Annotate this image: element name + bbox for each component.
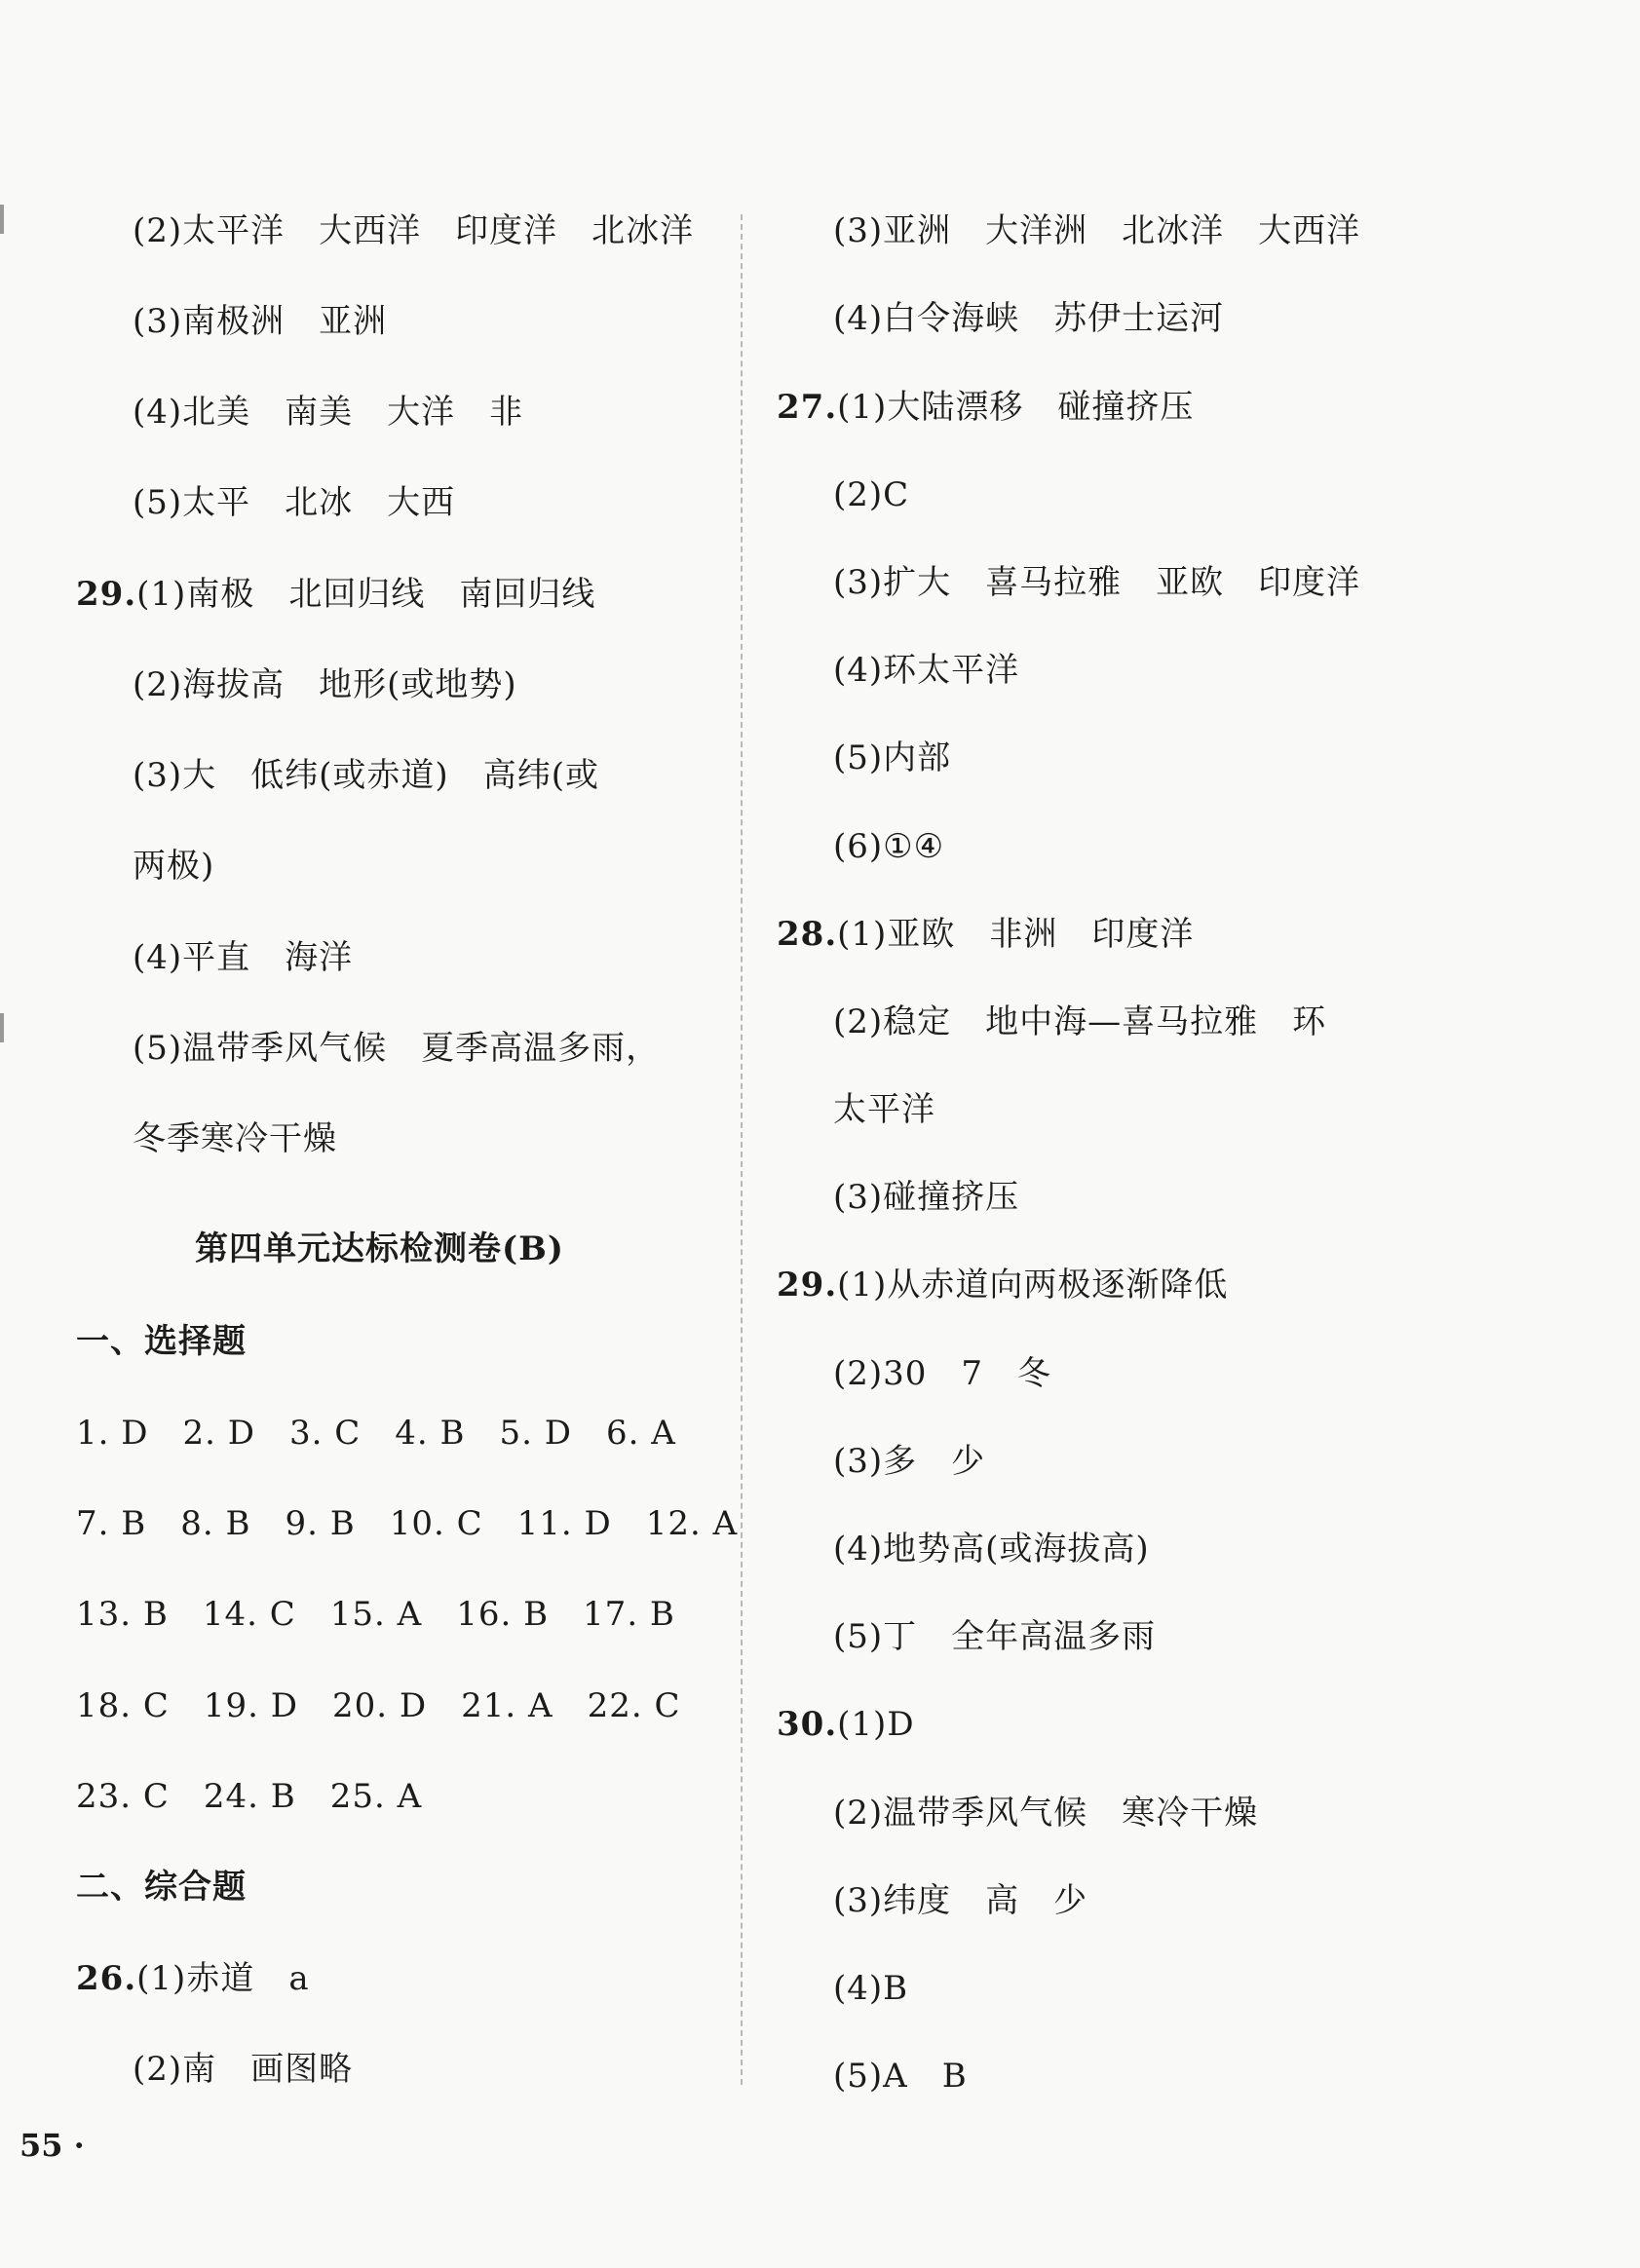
answer-text: (5)A B bbox=[833, 2057, 968, 2096]
question-line bbox=[777, 388, 1194, 427]
answer-line bbox=[833, 299, 1224, 338]
answer-text: (2)海拔高 地形(或地势) bbox=[133, 665, 517, 704]
answer-text: (1)D bbox=[837, 1705, 915, 1744]
answer-text: (1)大陆漂移 碰撞挤压 bbox=[837, 388, 1195, 427]
answer-line bbox=[833, 1178, 1019, 1217]
answer-text: 1. D 2. D 3. C 4. B 5. D 6. A bbox=[76, 1414, 676, 1453]
answer-line bbox=[833, 1090, 935, 1129]
answer-line bbox=[76, 1595, 675, 1634]
answer-text: (1)从赤道向两极逐渐降低 bbox=[837, 1266, 1229, 1304]
question-line bbox=[777, 1705, 915, 1744]
answer-text: 23. C 24. B 25. A bbox=[76, 1777, 423, 1816]
answer-line bbox=[833, 827, 944, 866]
answer-line bbox=[833, 1354, 1051, 1393]
answer-line bbox=[133, 1119, 337, 1158]
answer-text: (4)B bbox=[833, 1969, 909, 2008]
answer-line bbox=[133, 756, 599, 795]
answer-line bbox=[833, 563, 1360, 602]
answer-line bbox=[133, 847, 214, 886]
question-line bbox=[777, 1266, 1228, 1304]
question-number: 29. bbox=[76, 575, 137, 614]
answer-line bbox=[133, 665, 517, 704]
answer-text: (2)C bbox=[833, 475, 910, 514]
answer-text: (3)多 少 bbox=[833, 1442, 986, 1481]
answer-line bbox=[833, 738, 951, 777]
answer-text: 7. B 8. B 9. B 10. C 11. D 12. A bbox=[76, 1504, 739, 1543]
answer-text: (5)温带季风气候 夏季高温多雨， bbox=[133, 1029, 661, 1068]
page-number: 55 · bbox=[19, 2127, 85, 2164]
answer-line bbox=[833, 211, 1360, 250]
answer-text: (2)太平洋 大西洋 印度洋 北冰洋 bbox=[133, 211, 695, 250]
answer-text: 一、选择题 bbox=[76, 1322, 247, 1361]
answer-line bbox=[133, 938, 353, 977]
answer-line bbox=[76, 1686, 681, 1725]
answer-text: (2)南 画图略 bbox=[133, 2050, 354, 2089]
answer-line bbox=[833, 651, 1019, 690]
answer-line bbox=[833, 1530, 1150, 1569]
answer-line bbox=[833, 1794, 1258, 1833]
answer-text: (4)白令海峡 苏伊士运河 bbox=[833, 299, 1225, 338]
answer-text: (5)丁 全年高温多雨 bbox=[833, 1617, 1157, 1656]
question-line bbox=[76, 575, 595, 614]
answer-line bbox=[833, 2057, 968, 2096]
scan-edge-mark bbox=[0, 1013, 4, 1042]
answer-line bbox=[76, 1777, 422, 1816]
section-heading bbox=[76, 1322, 247, 1361]
answer-line bbox=[833, 1442, 985, 1481]
scan-edge-mark bbox=[0, 205, 4, 234]
answer-text: (4)平直 海洋 bbox=[133, 938, 354, 977]
answer-text: (2)30 7 冬 bbox=[833, 1354, 1052, 1393]
answer-text: (2)温带季风气候 寒冷干燥 bbox=[833, 1794, 1259, 1833]
answer-line bbox=[833, 1002, 1326, 1041]
answer-line bbox=[133, 302, 387, 341]
question-line bbox=[76, 1959, 310, 1998]
answer-text: (5)太平 北冰 大西 bbox=[133, 483, 456, 522]
question-number: 29. bbox=[777, 1266, 838, 1304]
answer-line bbox=[833, 1617, 1156, 1656]
answer-line bbox=[133, 2050, 353, 2089]
question-number: 26. bbox=[76, 1959, 137, 1998]
answer-text: 两极) bbox=[133, 847, 215, 886]
answer-text: (5)内部 bbox=[833, 738, 952, 777]
answer-text: 太平洋 bbox=[833, 1090, 935, 1129]
answer-text: (1)南极 北回归线 南回归线 bbox=[136, 575, 596, 614]
answer-text: 二、综合题 bbox=[76, 1868, 247, 1907]
answer-text: (2)稳定 地中海—喜马拉雅 环 bbox=[833, 1002, 1327, 1041]
answer-text: 13. B 14. C 15. A 16. B 17. B bbox=[76, 1595, 675, 1634]
question-number: 28. bbox=[777, 915, 838, 954]
answer-text: (4)地势高(或海拔高) bbox=[833, 1530, 1150, 1569]
question-number: 27. bbox=[777, 388, 838, 427]
answer-line bbox=[133, 1029, 660, 1068]
answer-text: (1)亚欧 非洲 印度洋 bbox=[837, 915, 1195, 954]
answer-line bbox=[133, 483, 455, 522]
answer-text: (3)扩大 喜马拉雅 亚欧 印度洋 bbox=[833, 563, 1361, 602]
answer-line bbox=[833, 1969, 908, 2008]
answer-text: (3)碰撞挤压 bbox=[833, 1178, 1020, 1217]
answer-line bbox=[833, 1881, 1087, 1920]
answer-line bbox=[133, 211, 694, 250]
section-title: 第四单元达标检测卷(B) bbox=[195, 1229, 564, 1268]
answer-text: (3)大 低纬(或赤道) 高纬(或 bbox=[133, 756, 599, 795]
question-number: 30. bbox=[777, 1705, 838, 1744]
answer-text: (3)南极洲 亚洲 bbox=[133, 302, 388, 341]
answer-line bbox=[133, 393, 523, 432]
answer-text: 冬季寒冷干燥 bbox=[133, 1119, 337, 1158]
answer-text: (1)赤道 a bbox=[136, 1959, 310, 1998]
answer-line bbox=[76, 1504, 738, 1543]
question-line bbox=[777, 915, 1194, 954]
column-divider bbox=[741, 214, 743, 2085]
answer-text: (6)①④ bbox=[833, 827, 945, 866]
section-heading bbox=[76, 1868, 247, 1907]
answer-text: (4)北美 南美 大洋 非 bbox=[133, 393, 524, 432]
answer-text: (4)环太平洋 bbox=[833, 651, 1020, 690]
answer-line bbox=[76, 1414, 676, 1453]
answer-text: 18. C 19. D 20. D 21. A 22. C bbox=[76, 1686, 681, 1725]
answer-line bbox=[833, 475, 909, 514]
answer-text: (3)纬度 高 少 bbox=[833, 1881, 1088, 1920]
answer-text: (3)亚洲 大洋洲 北冰洋 大西洋 bbox=[833, 211, 1361, 250]
